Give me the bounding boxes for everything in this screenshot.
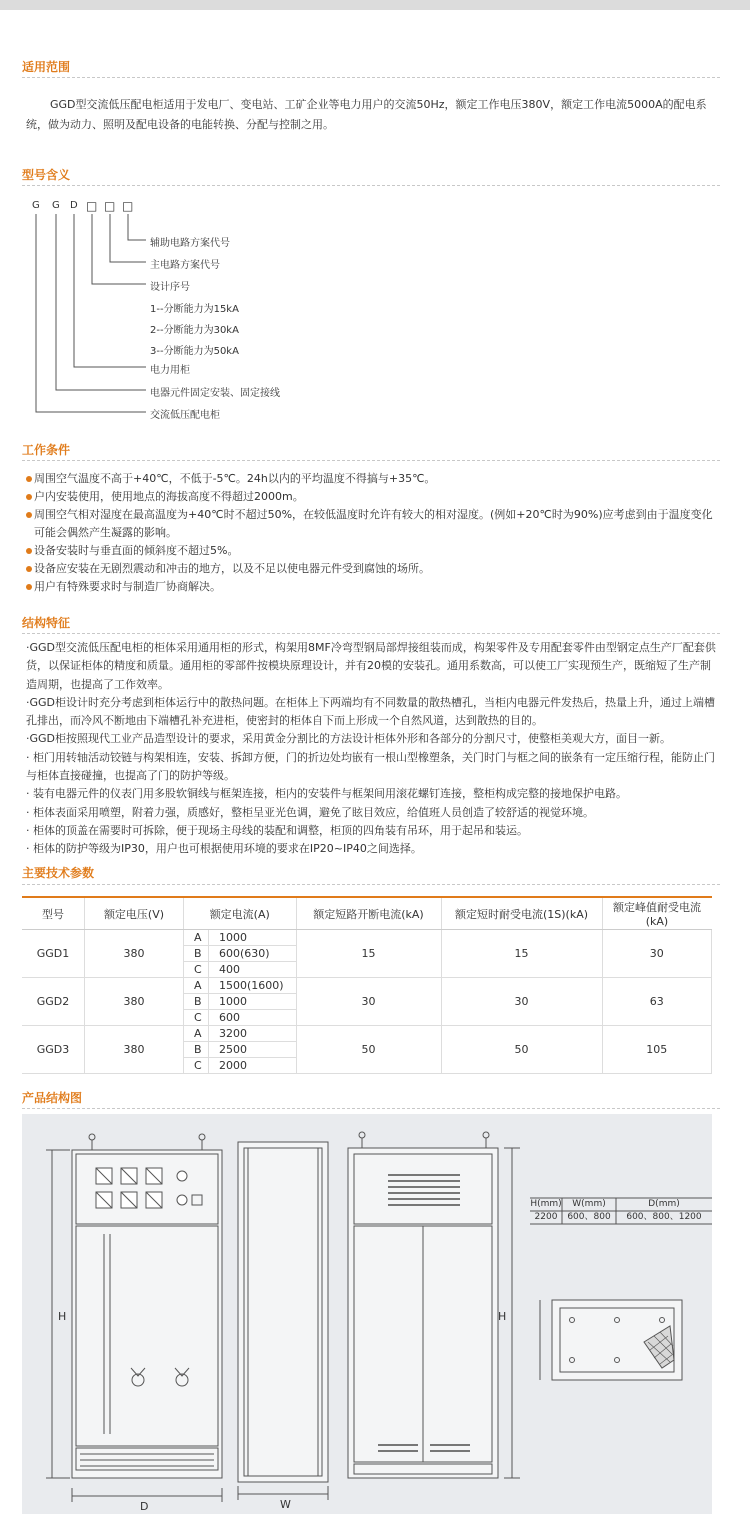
conditions-list bbox=[26, 470, 716, 596]
bullet-dot bbox=[26, 476, 32, 482]
cell-voltage: 380 bbox=[85, 1026, 184, 1074]
section-divider bbox=[22, 460, 720, 461]
top-bar bbox=[0, 0, 750, 10]
dim-header-h: H(mm) bbox=[530, 1199, 562, 1209]
table-row bbox=[22, 930, 712, 946]
section-divider bbox=[22, 633, 720, 634]
model-label: 电力用柜 bbox=[150, 365, 190, 376]
label-h-rear: H bbox=[498, 1310, 507, 1323]
cell-model: GGD3 bbox=[22, 1026, 85, 1074]
section-title-scope: 适用范围 bbox=[22, 60, 71, 74]
col-header: 型号 bbox=[22, 897, 85, 930]
list-item bbox=[26, 506, 716, 542]
table-header-row bbox=[22, 897, 712, 930]
bullet-dot bbox=[26, 566, 32, 572]
dim-value-d: 600、800、1200 bbox=[626, 1212, 702, 1222]
model-label: 3--分断能力为50kA bbox=[150, 346, 239, 357]
cell-grade: C bbox=[184, 1058, 209, 1074]
section-divider bbox=[22, 884, 720, 885]
cell-grade: B bbox=[184, 946, 209, 962]
model-code-char: D bbox=[70, 200, 78, 211]
cell-grade: A bbox=[184, 1026, 209, 1042]
section-title-model: 型号含义 bbox=[22, 168, 71, 182]
section-divider bbox=[22, 1108, 720, 1109]
list-item-text: 用户有特殊要求时与制造厂协商解决。 bbox=[34, 580, 221, 593]
model-code-char: G bbox=[32, 200, 40, 211]
model-code-diagram bbox=[24, 196, 424, 421]
cell-grade: B bbox=[184, 1042, 209, 1058]
label-h-front: H bbox=[58, 1310, 67, 1323]
section-divider bbox=[22, 185, 720, 186]
model-label: 2--分断能力为30kA bbox=[150, 325, 239, 336]
cell-short-time: 30 bbox=[441, 978, 602, 1026]
model-code-box: □ bbox=[122, 199, 134, 213]
cell-short-time: 15 bbox=[441, 930, 602, 978]
list-item bbox=[26, 542, 716, 560]
list-item bbox=[26, 470, 716, 488]
model-label: 辅助电路方案代号 bbox=[150, 238, 230, 249]
list-item-text: 周围空气温度不高于+40℃，不低于-5℃。24h以内的平均温度不得搞与+35℃。 bbox=[34, 472, 436, 485]
dim-value-w: 600、800 bbox=[567, 1212, 611, 1222]
dim-value-h: 2200 bbox=[534, 1212, 558, 1222]
bullet-dot bbox=[26, 584, 32, 590]
list-item: ·GGD柜按照现代工业产品造型设计的要求，采用黄金分割比的方法设计柜体外形和各部分的分割尺寸，使整柜美观大方，面目一新。 bbox=[26, 732, 672, 746]
table-row bbox=[22, 978, 712, 994]
cell-current: 2500 bbox=[209, 1042, 297, 1058]
dim-header-d: D(mm) bbox=[648, 1199, 680, 1209]
list-item: · 柜体表面采用喷塑，附着力强，质感好，整柜呈亚光色调，避免了眩目效应，给值班人员创造了较舒适的视觉环境。 bbox=[26, 805, 594, 819]
list-item bbox=[26, 560, 716, 578]
section-divider bbox=[22, 77, 720, 78]
cell-current: 1000 bbox=[209, 930, 297, 946]
section-title-conditions: 工作条件 bbox=[22, 443, 71, 457]
cell-breaking: 15 bbox=[296, 930, 441, 978]
model-label: 交流低压配电柜 bbox=[150, 410, 220, 421]
list-item: ·GGD型交流低压配电柜的柜体采用通用柜的形式，构架用8MF冷弯型钢局部焊接组装而成，构架零件及专用配套零件由型钢定点生产厂配套供货，以保证柜体的精度和质量。通用柜的零部件按模块原理设计，并有20模的安装孔。通用系数高，可以使工厂实现预生产，既缩短了生产制造周期，也提高了工作效率。 bbox=[26, 641, 716, 691]
cell-breaking: 50 bbox=[296, 1026, 441, 1074]
cell-model: GGD2 bbox=[22, 978, 85, 1026]
cell-short-time: 50 bbox=[441, 1026, 602, 1074]
model-label: 设计序号 bbox=[150, 282, 190, 293]
cell-grade: A bbox=[184, 930, 209, 946]
cell-breaking: 30 bbox=[296, 978, 441, 1026]
list-item: · 柜门用转轴活动铰链与构架相连，安装、拆卸方便，门的折边处均嵌有一根山型橡塑条，关门时门与框之间的嵌条有一定压缩行程，能防止门与柜体直接碰撞，也提高了门的防护等级。 bbox=[26, 750, 715, 783]
cabinet-drawings bbox=[22, 1114, 712, 1514]
cell-grade: A bbox=[184, 978, 209, 994]
cell-model: GGD1 bbox=[22, 930, 85, 978]
list-item: · 柜体的防护等级为IP30，用户也可根据使用环境的要求在IP20~IP40之间选择。 bbox=[26, 842, 422, 856]
bullet-dot bbox=[26, 512, 32, 518]
scope-text: GGD型交流低压配电柜适用于发电厂、变电站、工矿企业等电力用户的交流50Hz，额定工作电压380V，额定工作电流5000A的配电系统，做为动力、照明及配电设备的电能转换、分配与控制之用。 bbox=[26, 98, 707, 131]
model-label: 电器元件固定安装、固定接线 bbox=[150, 388, 280, 399]
list-item bbox=[26, 578, 716, 596]
cell-grade: B bbox=[184, 994, 209, 1010]
col-header: 额定短时耐受电流(1S)(kA) bbox=[441, 897, 602, 930]
bullet-dot bbox=[26, 494, 32, 500]
section-title-structure: 结构特征 bbox=[22, 616, 71, 630]
params-table bbox=[22, 896, 712, 1074]
col-header: 额定电流(A) bbox=[184, 897, 297, 930]
list-item-text: 设备应安装在无剧烈震动和冲击的地方，以及不足以使电器元件受到腐蚀的场所。 bbox=[34, 562, 430, 575]
structure-list bbox=[26, 639, 718, 859]
bullet-dot bbox=[26, 548, 32, 554]
cell-current: 600 bbox=[209, 1010, 297, 1026]
col-header: 额定短路开断电流(kA) bbox=[296, 897, 441, 930]
list-item-text: 户内安装使用，使用地点的海拔高度不得超过2000m。 bbox=[34, 490, 304, 503]
section-title-diagram: 产品结构图 bbox=[22, 1091, 83, 1105]
list-item bbox=[26, 488, 716, 506]
list-item: · 装有电器元件的仪表门用多股软铜线与框架连接，柜内的安装件与框架间用滚花螺钉连接，整柜构成完整的接地保护电路。 bbox=[26, 787, 627, 801]
cell-current: 1000 bbox=[209, 994, 297, 1010]
model-code-box: □ bbox=[86, 199, 98, 213]
cell-voltage: 380 bbox=[85, 930, 184, 978]
label-d: D bbox=[140, 1500, 149, 1513]
cell-current: 1500(1600) bbox=[209, 978, 297, 994]
model-label: 1--分断能力为15kA bbox=[150, 304, 239, 315]
list-item: ·GGD柜设计时充分考虑到柜体运行中的散热问题。在柜体上下两端均有不同数量的散热槽孔，当柜内电器元件发热后，热量上升，通过上端槽孔排出，而冷风不断地由下端槽孔补充进柜，使密封的柜体自下而上形成一个自然风道，达到散热的目的。 bbox=[26, 695, 716, 728]
cell-peak: 63 bbox=[602, 978, 712, 1026]
model-code-char: G bbox=[52, 200, 60, 211]
label-w: W bbox=[280, 1498, 291, 1511]
cell-current: 2000 bbox=[209, 1058, 297, 1074]
col-header: 额定峰值耐受电流(kA) bbox=[602, 897, 712, 930]
list-item-text: 设备安装时与垂直面的倾斜度不超过5%。 bbox=[34, 544, 239, 557]
model-label: 主电路方案代号 bbox=[150, 260, 220, 271]
cell-grade: C bbox=[184, 962, 209, 978]
section-title-params: 主要技术参数 bbox=[22, 866, 95, 880]
col-header: 额定电压(V) bbox=[85, 897, 184, 930]
product-structure-diagram bbox=[22, 1114, 712, 1514]
list-item: · 柜体的顶盖在需要时可拆除，便于现场主母线的装配和调整，柜顶的四角装有吊环，用于起吊和装运。 bbox=[26, 823, 528, 837]
model-code-box: □ bbox=[104, 199, 116, 213]
cell-peak: 30 bbox=[602, 930, 712, 978]
cell-voltage: 380 bbox=[85, 978, 184, 1026]
cell-grade: C bbox=[184, 1010, 209, 1026]
cell-current: 3200 bbox=[209, 1026, 297, 1042]
cell-current: 600(630) bbox=[209, 946, 297, 962]
dim-header-w: W(mm) bbox=[572, 1199, 606, 1209]
list-item-text: 周围空气相对湿度在最高温度为+40℃时不超过50%，在较低温度时允许有较大的相对湿度。(例如+20℃时为90%)应考虑到由于温度变化可能会偶然产生凝露的影响。 bbox=[34, 508, 713, 539]
cell-current: 400 bbox=[209, 962, 297, 978]
table-row bbox=[22, 1026, 712, 1042]
cell-peak: 105 bbox=[602, 1026, 712, 1074]
